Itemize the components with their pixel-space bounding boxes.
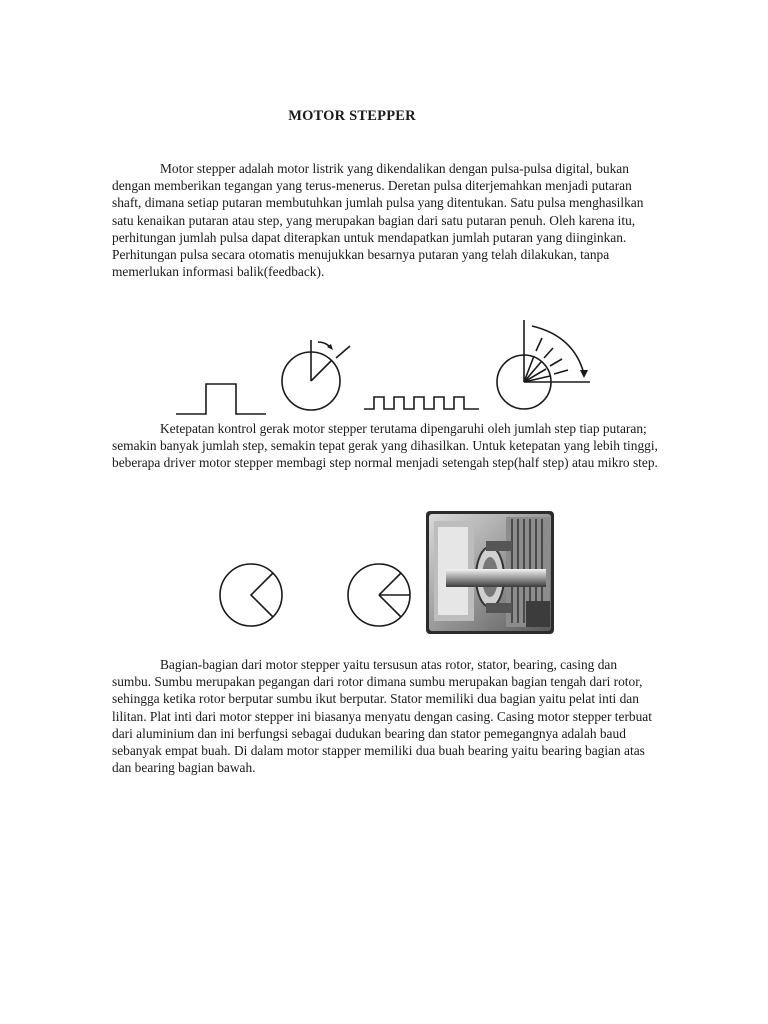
half-step-circle-icon xyxy=(346,562,416,630)
rotation-step-circle-icon xyxy=(278,336,358,412)
paragraph-motor-parts-text: Bagian-bagian dari motor stepper yaitu tersusun atas rotor, stator, bearing, casing dan sumbu. Sumbu merupakan pegangan dari rotor dimana sumbu merupakan bagian tengah dari rotor, sehingga ketika rotor berputar sumbu ikut berputar. Stator memiliki dua bagian yaitu pelat inti dan lilitan. Plat inti dari motor stepper ini biasanya menyatu dengan casing. Casing motor stepper terbuat dari aluminium dan ini berfungsi sebagai dudukan bearing dan stator pemegangnya adalah baud sebanyak empat buah. Di dalam motor stapper memiliki dua buah bearing yaitu bearing bagian atas dan bearing bagian bawah. xyxy=(112,657,652,776)
paragraph-intro-text: Motor stepper adalah motor listrik yang dikendalikan dengan pulsa-pulsa digital, bukan dengan memberikan tegangan yang terus-menerus. Deretan pulsa diterjemahkan menjadi putaran shaft, dimana setiap putaran membutuhkan jumlah pulsa yang ditentukan. Satu pulsa menghasilkan satu kenaikan putaran atau step, yang merupakan bagian dari satu putaran penuh. Oleh karena itu, perhitungan jumlah pulsa dapat diterapkan untuk mendapatkan jumlah putaran yang diinginkan. Perhitungan pulsa secara otomatis menujukkan besarnya putaran yang telah dilakukan, tanpa memerlukan informasi balik(feedback). xyxy=(112,161,644,280)
pulse-train-waveform-icon xyxy=(364,395,480,413)
page-title: MOTOR STEPPER xyxy=(288,108,416,124)
multi-step-rotation-circle-icon xyxy=(496,318,596,412)
single-pulse-waveform-icon xyxy=(176,382,268,418)
stepper-motor-cutaway-photo xyxy=(426,511,554,634)
paragraph-motor-parts xyxy=(112,656,658,776)
full-step-circle-icon xyxy=(218,562,286,630)
paragraph-intro xyxy=(112,160,658,280)
paragraph-step-accuracy xyxy=(112,420,658,472)
paragraph-step-accuracy-text: Ketepatan kontrol gerak motor stepper terutama dipengaruhi oleh jumlah step tiap putaran; semakin banyak jumlah step, semakin tepat gerak yang dihasilkan. Untuk ketepatan yang lebih tinggi, beberapa driver motor stepper membagi step normal menjadi setengah step(half step) atau mikro step. xyxy=(112,421,658,471)
